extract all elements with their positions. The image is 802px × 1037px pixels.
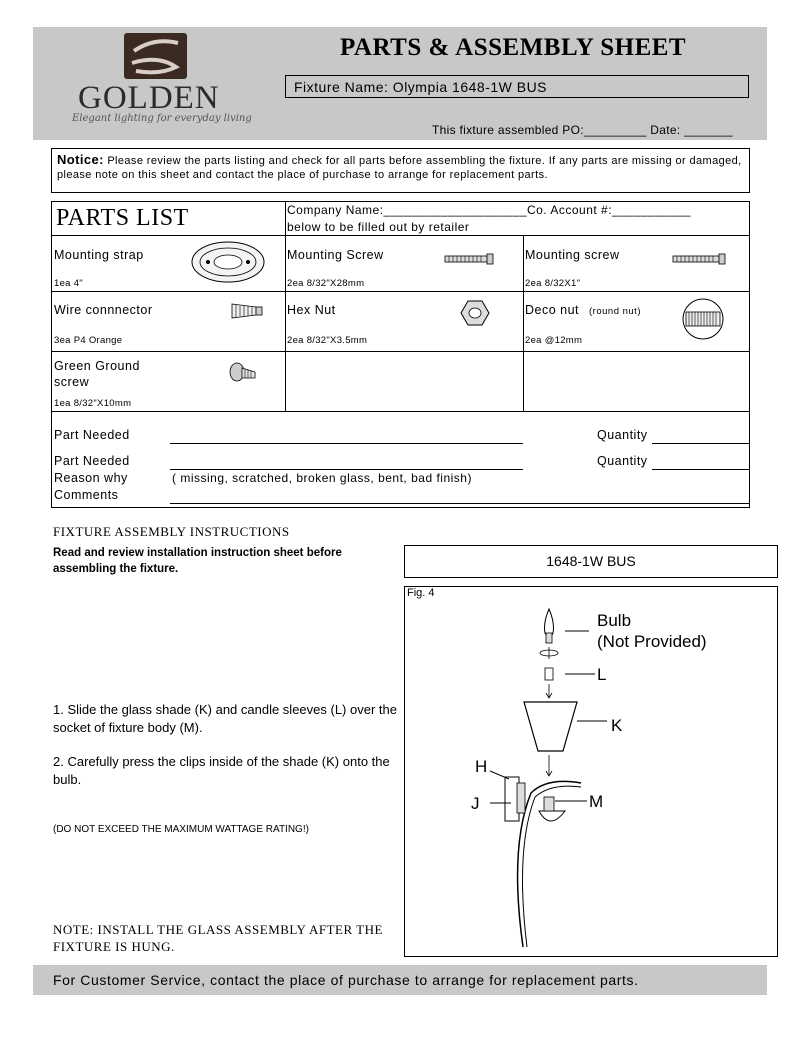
notice-box xyxy=(51,148,750,193)
parts-list-title: PARTS LIST xyxy=(56,205,189,231)
step-2: 2. Carefully press the clips inside of the shade (K) onto the bulb. xyxy=(53,754,390,787)
part-qty-deco-nut: 2ea @12mm xyxy=(525,335,583,346)
part-name-hex-nut: Hex Nut xyxy=(287,303,336,317)
fixture-diagram-icon xyxy=(405,587,777,956)
bulb-label: Bulb xyxy=(597,611,632,630)
part-needed-line-2[interactable] xyxy=(170,469,523,470)
step-1: 1. Slide the glass shade (K) and candle sleeves (L) over the socket of fixture body (M). xyxy=(53,702,397,735)
part-name-ground-screw: Green Ground screw xyxy=(54,359,140,389)
deco-nut-note: (round nut) xyxy=(589,306,641,317)
part-qty-mounting-strap: 1ea 4" xyxy=(54,278,83,289)
golden-logo-icon xyxy=(124,33,187,79)
read-instructions-note: Read and review installation instruction sheet before assembling the fixture. xyxy=(53,547,342,575)
company-line: Company Name:____________________Co. Account #:___________ xyxy=(287,203,691,217)
figure-box xyxy=(404,586,778,957)
part-qty-wire-connector: 3ea P4 Orange xyxy=(54,335,123,346)
part-name-mounting-strap: Mounting strap xyxy=(54,248,144,262)
part-label-h: H xyxy=(475,757,488,776)
deco-nut-name: Deco nut xyxy=(525,303,580,317)
deco-nut-icon xyxy=(682,298,724,340)
retailer-note: below to be filled out by retailer xyxy=(287,220,470,234)
part-name-wire-connector: Wire connnector xyxy=(54,303,153,317)
hex-nut-icon xyxy=(460,300,490,326)
figure-label: Fig. 4 xyxy=(407,587,435,599)
quantity-label-1: Quantity xyxy=(597,428,648,442)
shade-label-k: K xyxy=(611,716,623,735)
long-screw-icon xyxy=(444,252,494,266)
part-label-j: J xyxy=(471,794,480,813)
bulb-not-provided-label: (Not Provided) xyxy=(597,632,707,651)
comments-line[interactable] xyxy=(170,503,749,504)
quantity-label-2: Quantity xyxy=(597,454,648,468)
brand-tagline: Elegant lighting for everyday living xyxy=(72,113,252,124)
quantity-line-2[interactable] xyxy=(652,469,749,470)
model-number-box: 1648-1W BUS xyxy=(404,545,778,578)
body-label-m: M xyxy=(589,792,604,811)
comments-label: Comments xyxy=(54,488,119,502)
part-needed-line-1[interactable] xyxy=(170,443,523,444)
sleeve-label-l: L xyxy=(597,665,607,684)
fixture-name-box: Fixture Name: Olympia 1648-1W BUS xyxy=(285,75,749,98)
part-name-mounting-screw-short: Mounting screw xyxy=(525,248,620,262)
part-qty-hex-nut: 2ea 8/32"X3.5mm xyxy=(287,335,368,346)
quantity-line-1[interactable] xyxy=(652,443,749,444)
wire-connector-icon xyxy=(230,301,264,321)
part-name-mounting-screw-long: Mounting Screw xyxy=(287,248,384,262)
part-needed-label-2: Part Needed xyxy=(54,454,130,468)
wattage-warning: (DO NOT EXCEED THE MAXIMUM WATTAGE RATING!) xyxy=(53,824,309,835)
assembly-instructions-title: FIXTURE ASSEMBLY INSTRUCTIONS xyxy=(53,524,290,539)
short-screw-icon xyxy=(672,252,726,266)
part-name-deco-nut xyxy=(525,303,641,317)
part-qty-mounting-screw-short: 2ea 8/32X1" xyxy=(525,278,581,289)
install-note: NOTE: INSTALL THE GLASS ASSEMBLY AFTER THE FIXTURE IS HUNG. xyxy=(53,922,383,954)
parts-list-table xyxy=(51,201,750,508)
part-qty-mounting-screw-long: 2ea 8/32"X28mm xyxy=(287,278,365,289)
po-date-line: This fixture assembled PO:_________ Date: _______ xyxy=(432,123,733,137)
brand-name: GOLDEN xyxy=(78,80,220,116)
part-needed-label-1: Part Needed xyxy=(54,428,130,442)
page-title: PARTS & ASSEMBLY SHEET xyxy=(340,34,687,61)
ground-screw-icon xyxy=(228,361,258,387)
mounting-strap-icon xyxy=(190,240,266,284)
part-qty-ground-screw: 1ea 8/32"X10mm xyxy=(54,398,132,409)
customer-service-footer: For Customer Service, contact the place of purchase to arrange for replacement parts. xyxy=(33,965,767,995)
reason-options: ( missing, scratched, broken glass, bent, bad finish) xyxy=(172,471,472,485)
notice-text: Please review the parts listing and check for all parts before assembling the fixture. If any parts are missing or damaged, please note on this sheet and contact the place of purchase to arrange for replacement parts. xyxy=(57,155,742,181)
notice-label: Notice: xyxy=(57,152,104,167)
reason-label: Reason why xyxy=(54,471,128,485)
